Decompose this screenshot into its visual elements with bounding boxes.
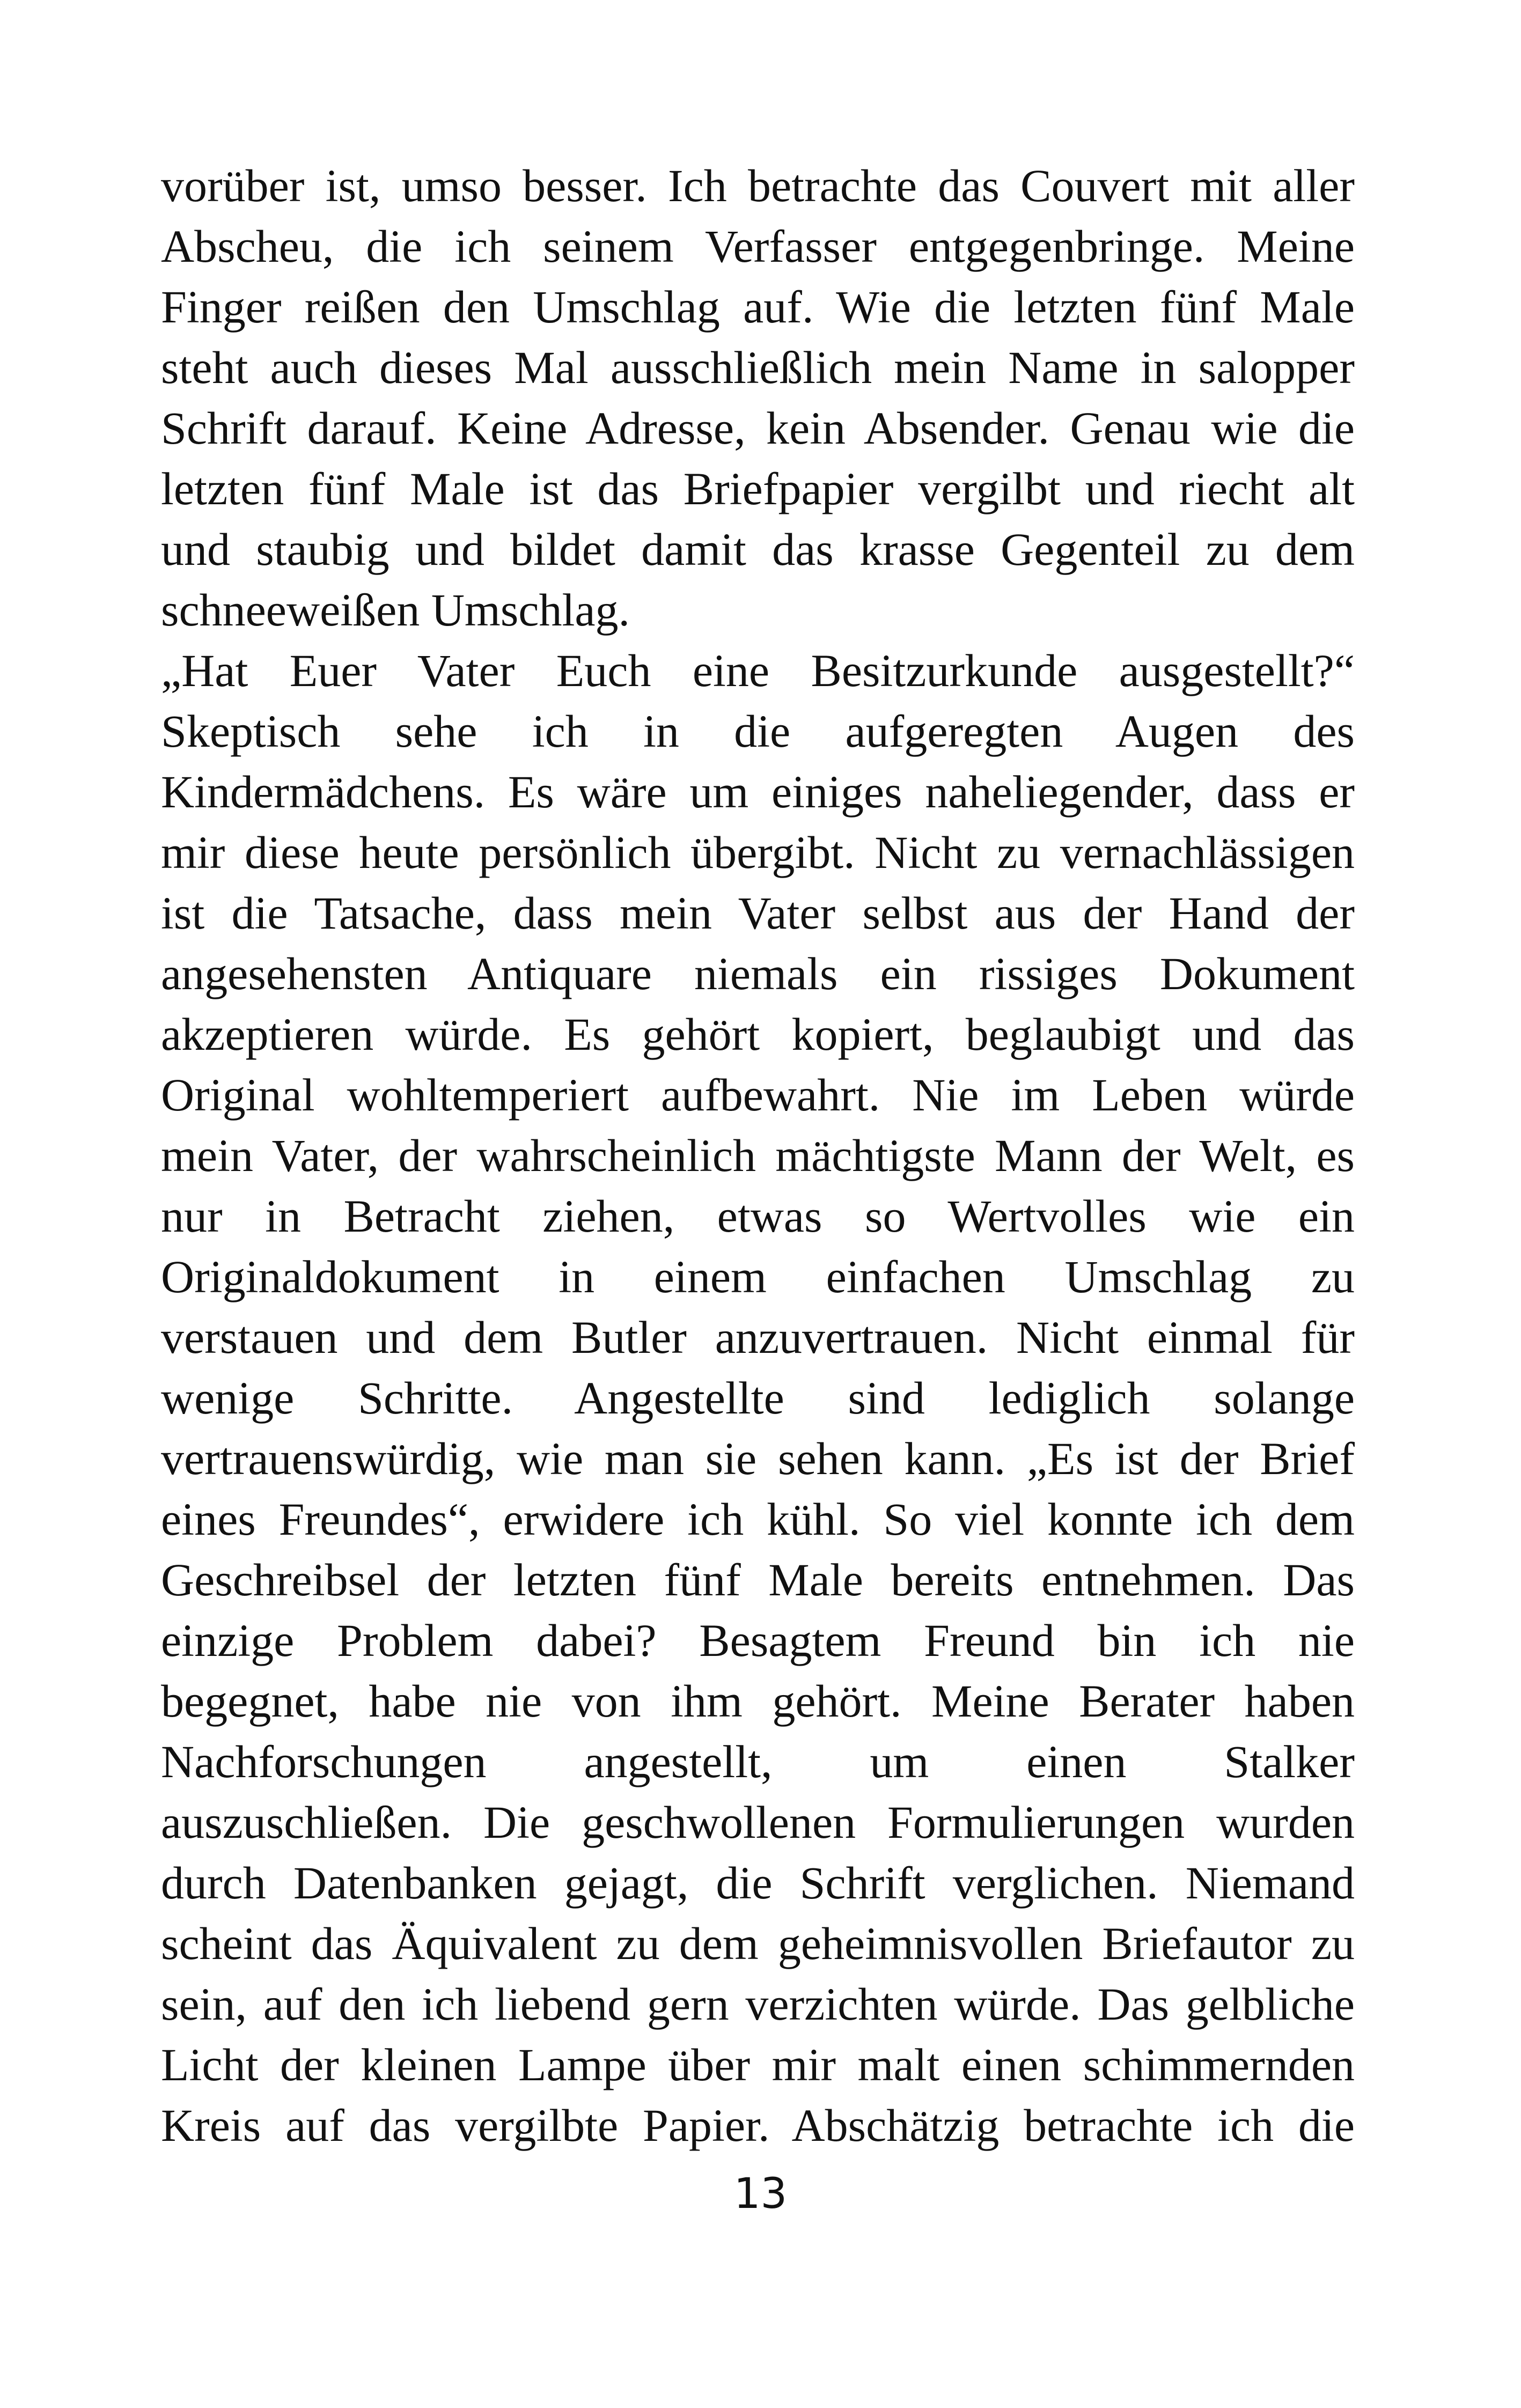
text-line: ist die Tatsache, dass mein Vater selbst aus der Hand der xyxy=(161,887,1355,939)
text-line: Licht der kleinen Lampe über mir malt einen schimmernden xyxy=(161,2039,1355,2090)
text-line: begegnet, habe nie von ihm gehört. Meine Berater haben xyxy=(161,1675,1355,1727)
text-line: mein Vater, der wahrscheinlich mächtigste Mann der Welt, es xyxy=(161,1130,1355,1181)
text-line: Original wohltemperiert aufbewahrt. Nie im Leben würde xyxy=(161,1069,1355,1121)
text-line: und staubig und bildet damit das krasse Gegenteil zu dem xyxy=(161,524,1355,575)
text-line: durch Datenbanken gejagt, die Schrift verglichen. Niemand xyxy=(161,1857,1355,1909)
text-line: Nachforschungen angestellt, um einen Stalker xyxy=(161,1736,1355,1787)
text-line: Kindermädchens. Es wäre um einiges naheliegender, dass er xyxy=(161,766,1355,818)
text-line: letzten fünf Male ist das Briefpapier vergilbt und riecht alt xyxy=(161,463,1355,514)
text-line: wenige Schritte. Angestellte sind lediglich solange xyxy=(161,1372,1355,1424)
text-line: Schrift darauf. Keine Adresse, kein Absender. Genau wie die xyxy=(161,402,1355,454)
text-line: verstauen und dem Butler anzuvertrauen. Nicht einmal für xyxy=(161,1312,1355,1363)
text-line: scheint das Äquivalent zu dem geheimnisvollen Briefautor zu xyxy=(161,1918,1355,1969)
text-line: auszuschließen. Die geschwollenen Formulierungen wurden xyxy=(161,1796,1355,1848)
text-line: mir diese heute persönlich übergibt. Nicht zu vernachlässigen xyxy=(161,827,1355,878)
text-line: vertrauenswürdig, wie man sie sehen kann. „Es ist der Brief xyxy=(161,1433,1355,1484)
text-line: Geschreibsel der letzten fünf Male bereits entnehmen. Das xyxy=(161,1554,1355,1606)
text-line: Kreis auf das vergilbte Papier. Abschätzig betrachte ich die xyxy=(161,2100,1355,2151)
text-line: einzige Problem dabei? Besagtem Freund bin ich nie xyxy=(161,1615,1355,1666)
text-line: eines Freundes“, erwidere ich kühl. So viel konnte ich dem xyxy=(161,1493,1355,1545)
text-line: sein, auf den ich liebend gern verzichten würde. Das gelbliche xyxy=(161,1978,1355,2030)
text-line: vorüber ist, umso besser. Ich betrachte das Couvert mit aller xyxy=(161,160,1355,211)
text-line: Originaldokument in einem einfachen Umschlag zu xyxy=(161,1251,1355,1302)
page-number: 13 xyxy=(733,2170,788,2218)
text-line: akzeptieren würde. Es gehört kopiert, beglaubigt und das xyxy=(161,1008,1355,1060)
text-line: Skeptisch sehe ich in die aufgeregten Augen des xyxy=(161,705,1355,757)
body-text xyxy=(161,156,1355,2156)
text-line: nur in Betracht ziehen, etwas so Wertvolles wie ein xyxy=(161,1190,1355,1242)
text-line: Abscheu, die ich seinem Verfasser entgegenbringe. Meine xyxy=(161,220,1355,272)
text-line: „Hat Euer Vater Euch eine Besitzurkunde ausgestellt?“ xyxy=(161,645,1355,696)
text-line: Finger reißen den Umschlag auf. Wie die letzten fünf Male xyxy=(161,281,1355,333)
text-line: schneeweißen Umschlag. xyxy=(161,584,630,636)
text-line: steht auch dieses Mal ausschließlich mein Name in salopper xyxy=(161,342,1355,393)
text-line: angesehensten Antiquare niemals ein rissiges Dokument xyxy=(161,948,1355,999)
